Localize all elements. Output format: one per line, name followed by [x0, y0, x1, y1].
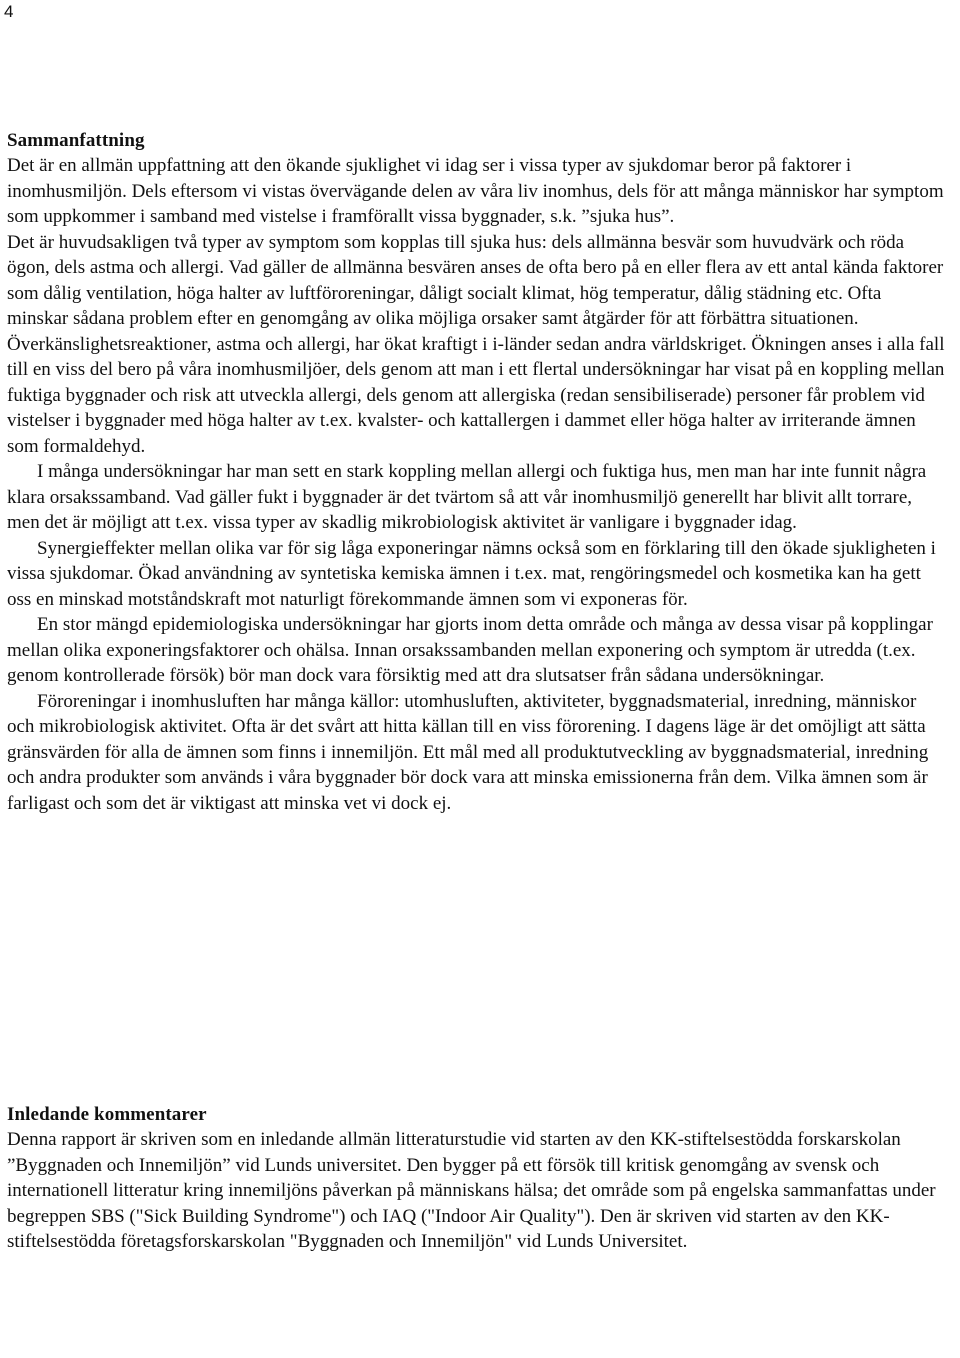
intro-section: [7, 1102, 947, 1255]
summary-paragraph: Det är en allmän uppfattning att den ökande sjuklighet vi idag ser i vissa typer av sjukdomar beror på faktorer i inomhusmiljön. Dels eftersom vi vistas övervägande delen av våra liv inomhus, dels för att många människor har symptom som uppkommer i samband med vistelse i framförallt vissa byggnader, s.k. ”sjuka hus”.: [7, 155, 944, 227]
intro-heading: Inledande kommentarer: [7, 1104, 207, 1125]
intro-paragraph: Denna rapport är skriven som en inledande allmän litteraturstudie vid starten av den KK-stiftelsestödda forskarskolan ”Byggnaden och Innemiljön” vid Lunds universitet. Den bygger på ett försök till kritisk genomgång av svensk och internationell litteratur kring innemiljöns påverkan på människans hälsa; det område som på engelska sammanfattas under begreppen SBS ("Sick Building Syndrome") och IAQ ("Indoor Air Quality"). Den är skriven vid starten av den KK-stiftelsestödda företagsforskarskolan "Byggnaden och Innemiljön" vid Lunds Universitet.: [7, 1129, 936, 1252]
summary-paragraph: Det är huvudsakligen två typer av symptom som kopplas till sjuka hus: dels allmänna besvär som huvudvärk och röda ögon, dels astma och allergi. Vad gäller de allmänna besvären anses de ofta bero på en eller flera av ett antal kända faktorer som dålig ventilation, höga halter av luftföroreningar, dåligt socialt klimat, hög temperatur, dålig städning etc. Ofta minskar sådana problem efter en genomgång av olika möjliga orsaker samt åtgärder för att förbättra situationen.: [7, 231, 944, 329]
summary-paragraph: Föroreningar i inomhusluften har många källor: utomhusluften, aktiviteter, byggnadsmaterial, inredning, människor och mikrobiologisk aktivitet. Ofta är det svårt att hitta källan till en viss förorening. I dagens läge är det omöjligt att sätta gränsvärden för alla de ämnen som finns i innemiljön. Ett mål med all produktutveckling av byggnadsmaterial, inredning och andra produkter som används i våra byggnader bör dock vara att minska emissionerna från dem. Vilka ämnen som är farligast och som det är viktigast att minska vet vi dock ej.: [7, 690, 929, 814]
summary-paragraph: Överkänslighetsreaktioner, astma och allergi, har ökat kraftigt i i-länder sedan andra världskriget. Ökningen anses i alla fall till en viss del bero på våra inomhusmiljöer, dels genom att man i ett flertal undersökningar har visat på en koppling mellan fuktiga byggnader och risk att utveckla allergi, dels genom att allergiska (redan sensibiliserade) personer får problem vid vistelser i byggnader med höga halter av t.ex. kvalster- och kattallergen i dammet eller höga halter av irriterande ämnen som formaldehyd.: [7, 333, 945, 457]
summary-paragraph: En stor mängd epidemiologiska undersökningar har gjorts inom detta område och många av dessa visar på kopplingar mellan olika exponeringsfaktorer och ohälsa. Innan orsakssambanden mellan exponering och symptom är utredda (t.ex. genom kontrollerade försök) bör man dock vara försiktig med att dra slutsatser från sådana undersökningar.: [7, 614, 933, 686]
summary-paragraph: I många undersökningar har man sett en stark koppling mellan allergi och fuktiga hus, men man har inte funnit några klara orsakssamband. Vad gäller fukt i byggnader är det tvärtom så att vår inomhusmiljö generellt har blivit allt torrare, men det är möjligt att t.ex. vissa typer av skadlig mikrobiologisk aktivitet är vanligare i byggnader idag.: [7, 461, 927, 533]
summary-section: [7, 128, 947, 816]
page-number: 4: [4, 2, 14, 21]
summary-heading: Sammanfattning: [7, 130, 145, 151]
summary-paragraph: Synergieffekter mellan olika var för sig låga exponeringar nämns också som en förklaring till den ökade sjukligheten i vissa sjukdomar. Ökad användning av syntetiska kemiska ämnen i t.ex. mat, rengöringsmedel och kosmetika kan ha gett oss en minskad motståndskraft mot naturligt förekommande ämnen som vi exponeras för.: [7, 537, 936, 610]
